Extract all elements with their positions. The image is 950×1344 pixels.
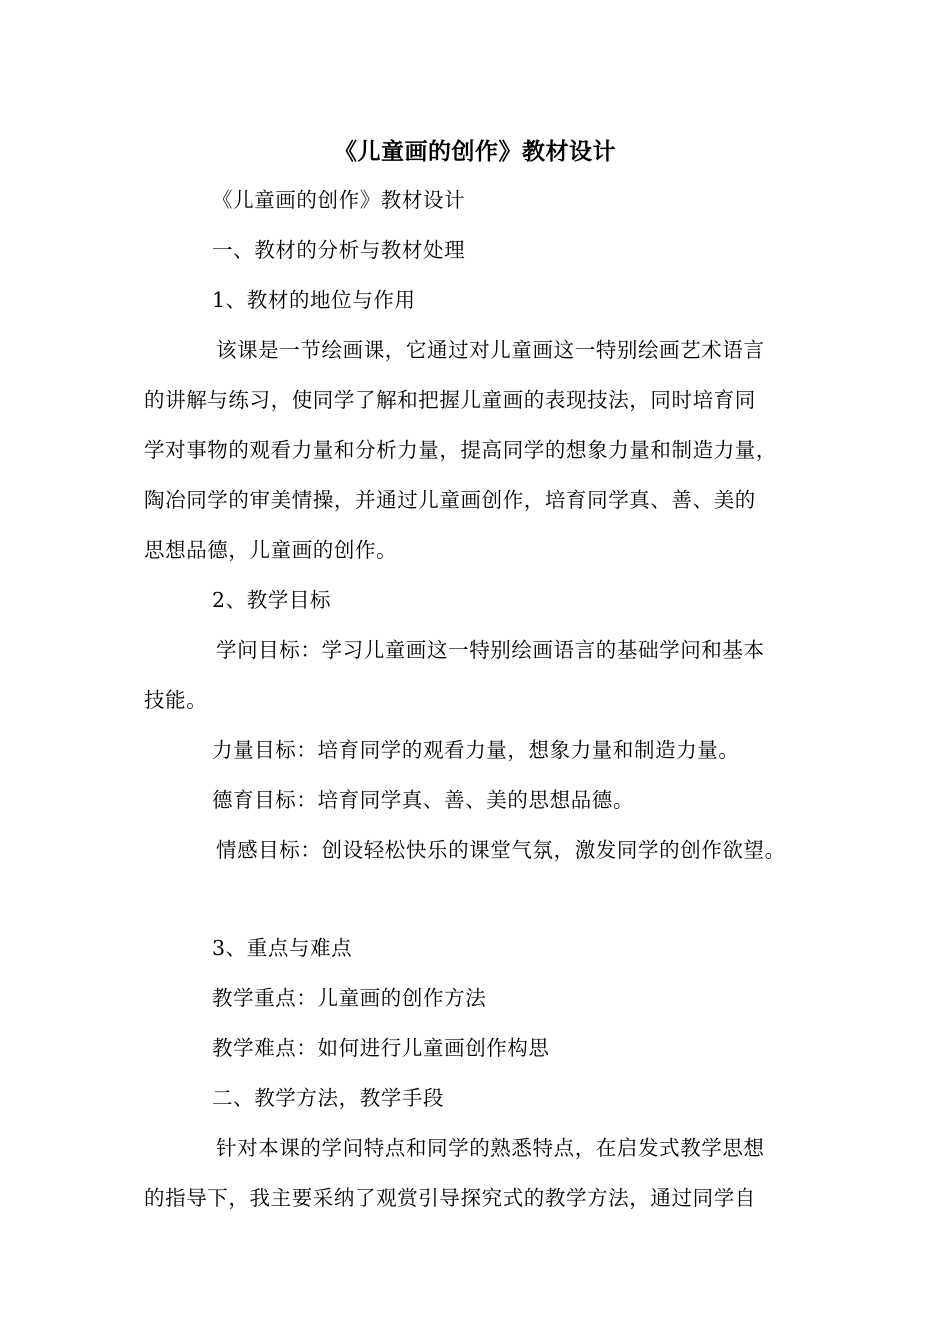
section-heading: 一、教材的分析与教材处理: [212, 238, 466, 262]
paragraph-line: 技能。: [144, 688, 208, 712]
paragraph-line: 针对本课的学问特点和同学的熟悉特点，在启发式教学思想: [216, 1136, 765, 1160]
section-heading: 二、教学方法，教学手段: [212, 1086, 445, 1110]
paragraph-line: 德育目标：培育同学真、善、美的思想品德。: [212, 788, 634, 812]
paragraph-line: 该课是一节绘画课，它通过对儿童画这一特别绘画艺术语言: [216, 338, 765, 362]
paragraph-line: 的讲解与练习，使同学了解和把握儿童画的表现技法，同时培育同: [144, 388, 756, 412]
paragraph-line: 思想品德，儿童画的创作。: [144, 538, 398, 562]
paragraph-line: 的指导下，我主要采纳了观赏引导探究式的教学方法，通过同学自: [144, 1186, 756, 1210]
document-title: 《儿童画的创作》教材设计: [334, 139, 616, 165]
paragraph-line: 教学难点：如何进行儿童画创作构思: [212, 1036, 550, 1060]
subsection-heading: 1、教材的地位与作用: [212, 288, 416, 312]
paragraph-line: 力量目标：培育同学的观看力量，想象力量和制造力量。: [212, 738, 740, 762]
subsection-heading: 3、重点与难点: [212, 936, 353, 960]
paragraph-line: 情感目标：创设轻松快乐的课堂气氛，激发同学的创作欲望。: [216, 838, 786, 862]
paragraph-line: 学问目标：学习儿童画这一特别绘画语言的基础学问和基本: [216, 638, 765, 662]
paragraph-line: 学对事物的观看力量和分析力量，提高同学的想象力量和制造力量，: [144, 438, 777, 462]
subsection-heading: 2、教学目标: [212, 588, 332, 612]
paragraph-line: 《儿童画的创作》教材设计: [212, 188, 466, 212]
paragraph-line: 教学重点：儿童画的创作方法: [212, 986, 487, 1010]
paragraph-line: 陶冶同学的审美情操，并通过儿童画创作，培育同学真、善、美的: [144, 488, 756, 512]
